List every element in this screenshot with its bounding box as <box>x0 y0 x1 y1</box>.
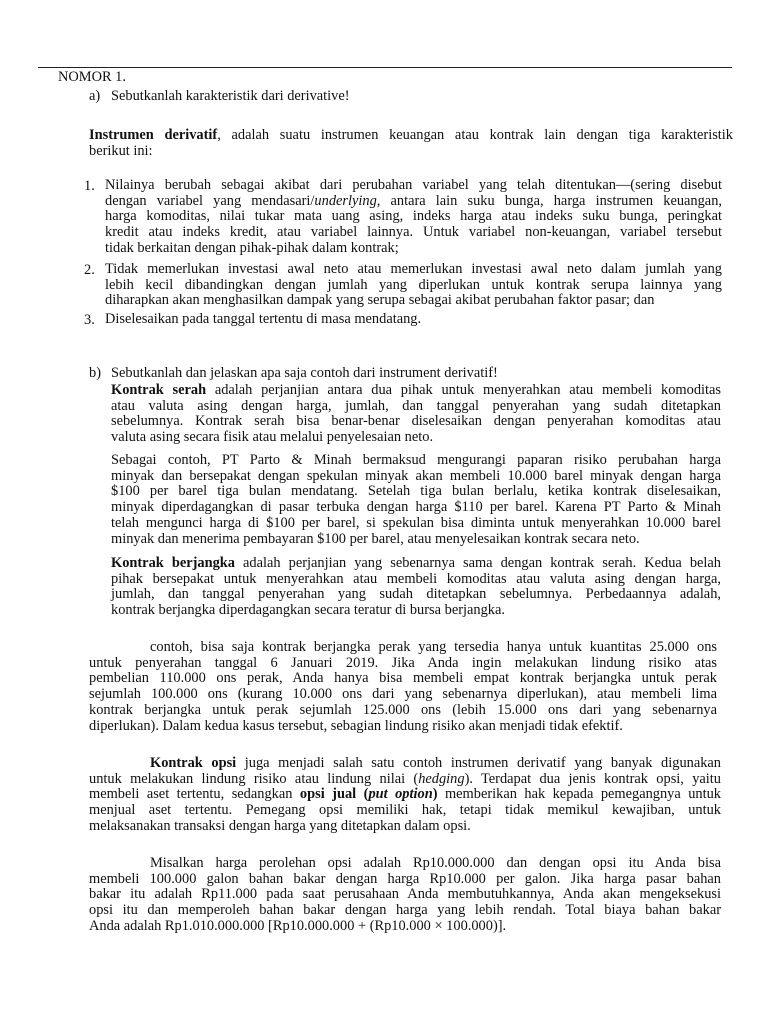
intro-term: Instrumen derivatif <box>89 127 218 143</box>
list-item-number: 2. <box>84 262 95 278</box>
futures-contract-paragraph: Kontrak berjangka adalah perjanjian yang sebenarnya sama dengan kontrak serah. Kedua belah pihak bersepakat untuk menyerahkan atau membeli komoditas atau valuta asing dengan harga, jumlah, dan tanggal penyerahan yang sudah ditetapkan sebelumnya. Perbedaannya adalah, kontrak berjangka diperdagangkan secara teratur di bursa berjangka. <box>111 555 721 619</box>
list-item-number: 1. <box>84 178 95 194</box>
option-contract-paragraph: Kontrak opsi juga menjadi salah satu contoh instrumen derivatif yang banyak digunakan untuk melakukan lindung risiko atau lindung nilai (hedging). Terdapat dua jenis kontrak opsi, yaitu membeli aset tertentu, sedangkan opsi jual (put option) memberikan hak kepada pemegangnya untuk menjual aset tertentu. Pemegang opsi memiliki hak, tetapi tidak memikul kewajiban, untuk melaksanakan transaksi dengan harga yang ditetapkan dalam opsi. <box>89 755 722 834</box>
page-heading: NOMOR 1. <box>58 69 126 85</box>
list-item: Diselesaikan pada tanggal tertentu di masa mendatang. <box>105 311 422 327</box>
top-rule <box>38 67 732 68</box>
part-a-question: Sebutkanlah karakteristik dari derivative! <box>111 88 350 104</box>
futures-contract-term: Kontrak berjangka <box>111 555 235 571</box>
forward-example-paragraph: Sebagai contoh, PT Parto & Minah bermaksud mengurangi paparan risiko perubahan harga minyak dan bersepakat dengan spekulan minyak akan membeli 10.000 barel minyak dengan harga $100 per barel tiga bulan mendatang. Setelah tiga bulan berlalu, ketika kontrak diselesaikan, minyak diperdagangkan di pasar terbuka dengan harga $110 per barel. Karena PT Parto & Minah telah mengunci harga di $100 per barel, si spekulan bisa diminta untuk menyerahkan 10.000 barel minyak dan menerima pembayaran $100 per barel, atau menyelesaikan kontrak secara neto. <box>111 452 721 547</box>
part-a-marker: a) <box>89 88 101 104</box>
list-item: Nilainya berubah sebagai akibat dari perubahan variabel yang telah ditentukan—(sering disebut dengan variabel yang mendasari/underlying, antara lain suku bunga, harga instrumen keuangan, harga komoditas, nilai tukar mata uang asing, indeks harga atau indeks suku bunga, peringkat kredit atau indeks kredit, atau variabel lainnya. Untuk variabel non-keuangan, variabel tersebut tidak berkaitan dengan pihak-pihak dalam kontrak; <box>105 177 722 256</box>
option-contract-term: Kontrak opsi <box>150 755 237 771</box>
forward-contract-term: Kontrak serah <box>111 382 207 398</box>
list-item: Tidak memerlukan investasi awal neto atau memerlukan investasi awal neto dalam jumlah yang lebih kecil dibandingkan dengan jumlah yang diperlukan untuk kontrak serupa lainnya yang diharapkan akan menghasilkan dampak yang serupa sebagai akibat perubahan faktor pasar; dan <box>105 261 722 309</box>
forward-contract-paragraph: Kontrak serah adalah perjanjian antara dua pihak untuk menyerahkan atau membeli komoditas atau valuta asing dengan harga, jumlah, dan tanggal penyerahan yang sudah ditetapkan sebelumnya. Kontrak serah bisa benar-benar diselesaikan dengan penyerahan komoditas atau valuta asing secara fisik atau melalui penyelesaian neto. <box>111 382 722 446</box>
futures-example-paragraph: contoh, bisa saja kontrak berjangka perak yang tersedia hanya untuk kuantitas 25.000 ons untuk penyerahan tanggal 6 Januari 2019. Jika Anda ingin melakukan lindung risiko atas pembelian 110.000 ons perak, Anda hanya bisa membeli empat kontrak berjangka untuk perak sejumlah 100.000 ons (kurang 10.000 ons dari yang sebenarnya diperlukan), atau membeli lima kontrak berjangka untuk perak sejumlah 125.000 ons (lebih 15.000 ons dari yang sebenarnya diperlukan). Dalam kedua kasus tersebut, sebagian lindung risiko akan menjadi tidak efektif. <box>89 639 717 734</box>
part-b-question: Sebutkanlah dan jelaskan apa saja contoh dari instrument derivatif! <box>111 365 498 381</box>
part-b-marker: b) <box>89 365 101 381</box>
list-item-number: 3. <box>84 312 95 328</box>
part-a-intro: Instrumen derivatif, adalah suatu instrumen keuangan atau kontrak lain dengan tiga karakteristik berikut ini: <box>89 127 733 159</box>
option-example-paragraph: Misalkan harga perolehan opsi adalah Rp10.000.000 dan dengan opsi itu Anda bisa membeli 100.000 galon bahan bakar dengan harga Rp10.000 per galon. Jika harga pasar bahan bakar itu adalah Rp11.000 pada saat perusahaan Anda membutuhkannya, Anda akan mengeksekusi opsi itu dan memperoleh bahan bakar dengan harga yang lebih rendah. Total biaya bahan bakar Anda adalah Rp1.010.000.000 [Rp10.000.000 + (Rp10.000 × 100.000)]. <box>89 855 721 934</box>
